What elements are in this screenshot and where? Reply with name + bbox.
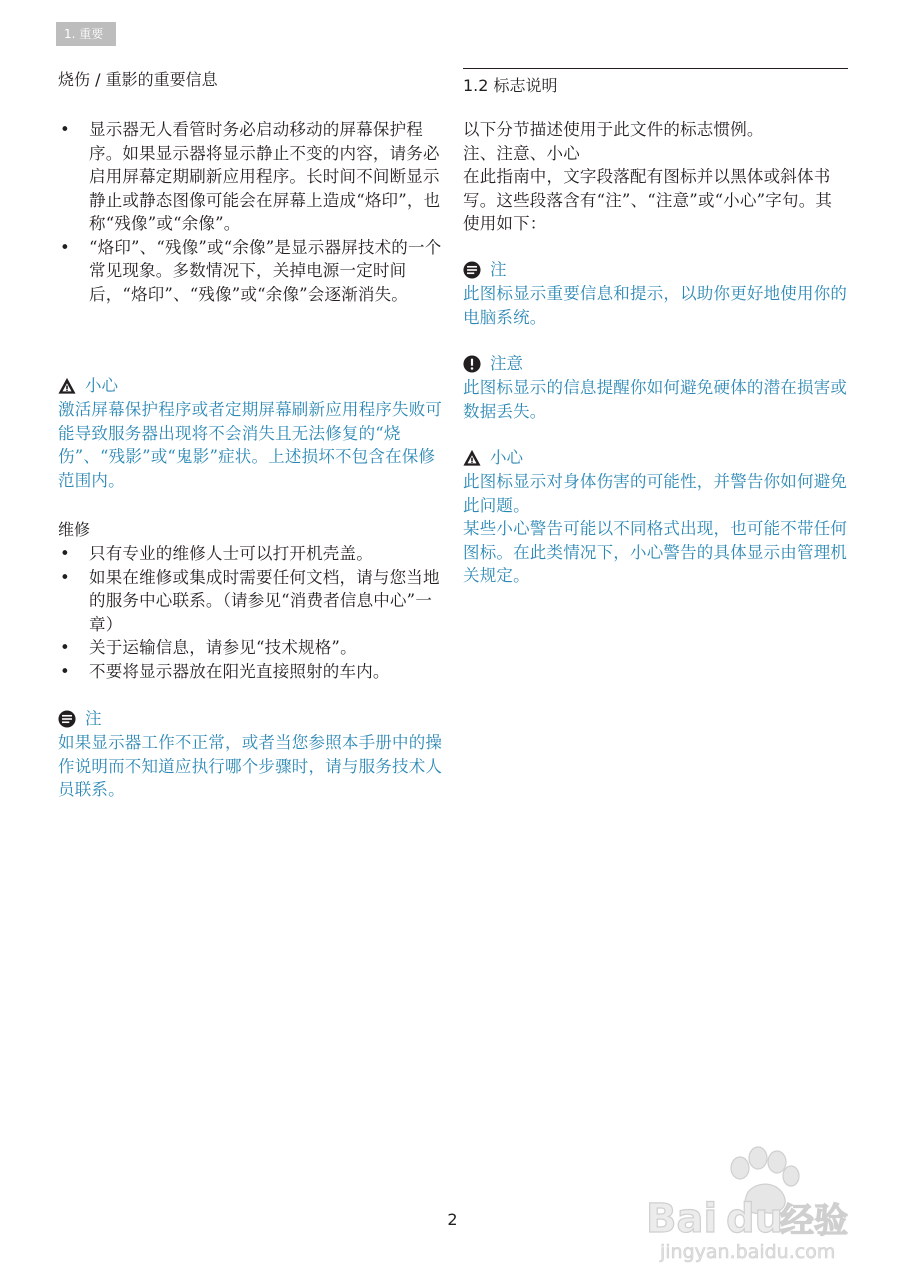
left-warning-callout [58, 374, 443, 492]
section-title: 1.2 标志说明 [463, 76, 558, 95]
right-note-text: 此图标显示重要信息和提示，以助你更好地使用你的电脑系统。 [463, 284, 848, 327]
burn-in-bullets [58, 118, 443, 306]
left-warning-title: 小心 [85, 376, 118, 395]
right-note-callout [463, 258, 848, 329]
service-bullets [58, 542, 443, 683]
exclamation-circle-icon [463, 355, 481, 373]
list-item: • 关于运输信息，请参见“技术规格”。 [58, 636, 443, 660]
list-item: • 如果在维修或集成时需要任何文档，请与您当地的服务中心联系。（请参见“消费者信息中心”一章） [58, 566, 443, 637]
intro-line: 以下分节描述使用于此文件的标志惯例。 [463, 120, 764, 139]
intro-block [463, 118, 848, 236]
watermark-url: jingyan.baidu.com [660, 1241, 836, 1263]
right-caution-text: 此图标显示的信息提醒你如何避免硬体的潜在损害或数据丢失。 [463, 378, 848, 421]
service-title: 维修 [58, 520, 91, 539]
watermark-brand-2: du [726, 1196, 784, 1242]
list-item: • 只有专业的维修人士可以打开机壳盖。 [58, 542, 443, 566]
left-warning-text: 激活屏幕保护程序或者定期屏幕刷新应用程序失败可能导致服务器出现将不会消失且无法修复的“烧伤”、“残影”或“鬼影”症状。上述损坏不包含在保修范围内。 [58, 400, 443, 490]
note-icon [58, 710, 76, 728]
right-warning-text-2: 某些小心警告可能以不同格式出现，也可能不带任何图标。在此类情况下，小心警告的具体显示由管理机关规定。 [463, 519, 848, 585]
list-item: • 显示器无人看管时务必启动移动的屏幕保护程序。如果显示器将显示静止不变的内容，请务必启用屏幕定期刷新应用程序。长时间不间断显示静止或静态图像可能会在屏幕上造成“烙印”，也称“残像”或“余像”。 [58, 118, 443, 236]
right-warning-title: 小心 [490, 448, 523, 467]
warning-triangle-icon [463, 449, 481, 467]
burn-in-title: 烧伤 / 重影的重要信息 [58, 70, 218, 89]
watermark-cn: 经验 [780, 1201, 848, 1241]
left-note-text: 如果显示器工作不正常，或者当您参照本手册中的操作说明而不知道应执行哪个步骤时，请与服务技术人员联系。 [58, 733, 443, 799]
baidu-jingyan-watermark [640, 1140, 870, 1265]
note-icon [463, 261, 481, 279]
section-divider [463, 68, 848, 69]
right-caution-title: 注意 [490, 354, 523, 373]
watermark-brand: Bai [646, 1196, 718, 1242]
left-note-callout [58, 707, 443, 802]
right-warning-callout [463, 446, 848, 588]
page-number: 2 [447, 1210, 458, 1229]
right-note-title: 注 [490, 260, 507, 279]
right-warning-text: 此图标显示对身体伤害的可能性，并警告你如何避免此问题。 [463, 472, 848, 515]
right-caution-callout [463, 352, 848, 423]
left-note-title: 注 [85, 709, 102, 728]
intro-line: 注、注意、小心 [463, 143, 580, 163]
section-tab: 1. 重要 [56, 22, 116, 46]
warning-triangle-icon [58, 377, 76, 395]
intro-line: 在此指南中，文字段落配有图标并以黑体或斜体书写。这些段落含有“注”、“注意”或“小心”字句。其使用如下： [463, 167, 833, 233]
list-item: • “烙印”、“残像”或“余像”是显示器屏技术的一个常见现象。多数情况下，关掉电源一定时间后，“烙印”、“残像”或“余像”会逐渐消失。 [58, 236, 443, 307]
list-item: • 不要将显示器放在阳光直接照射的车内。 [58, 660, 443, 684]
